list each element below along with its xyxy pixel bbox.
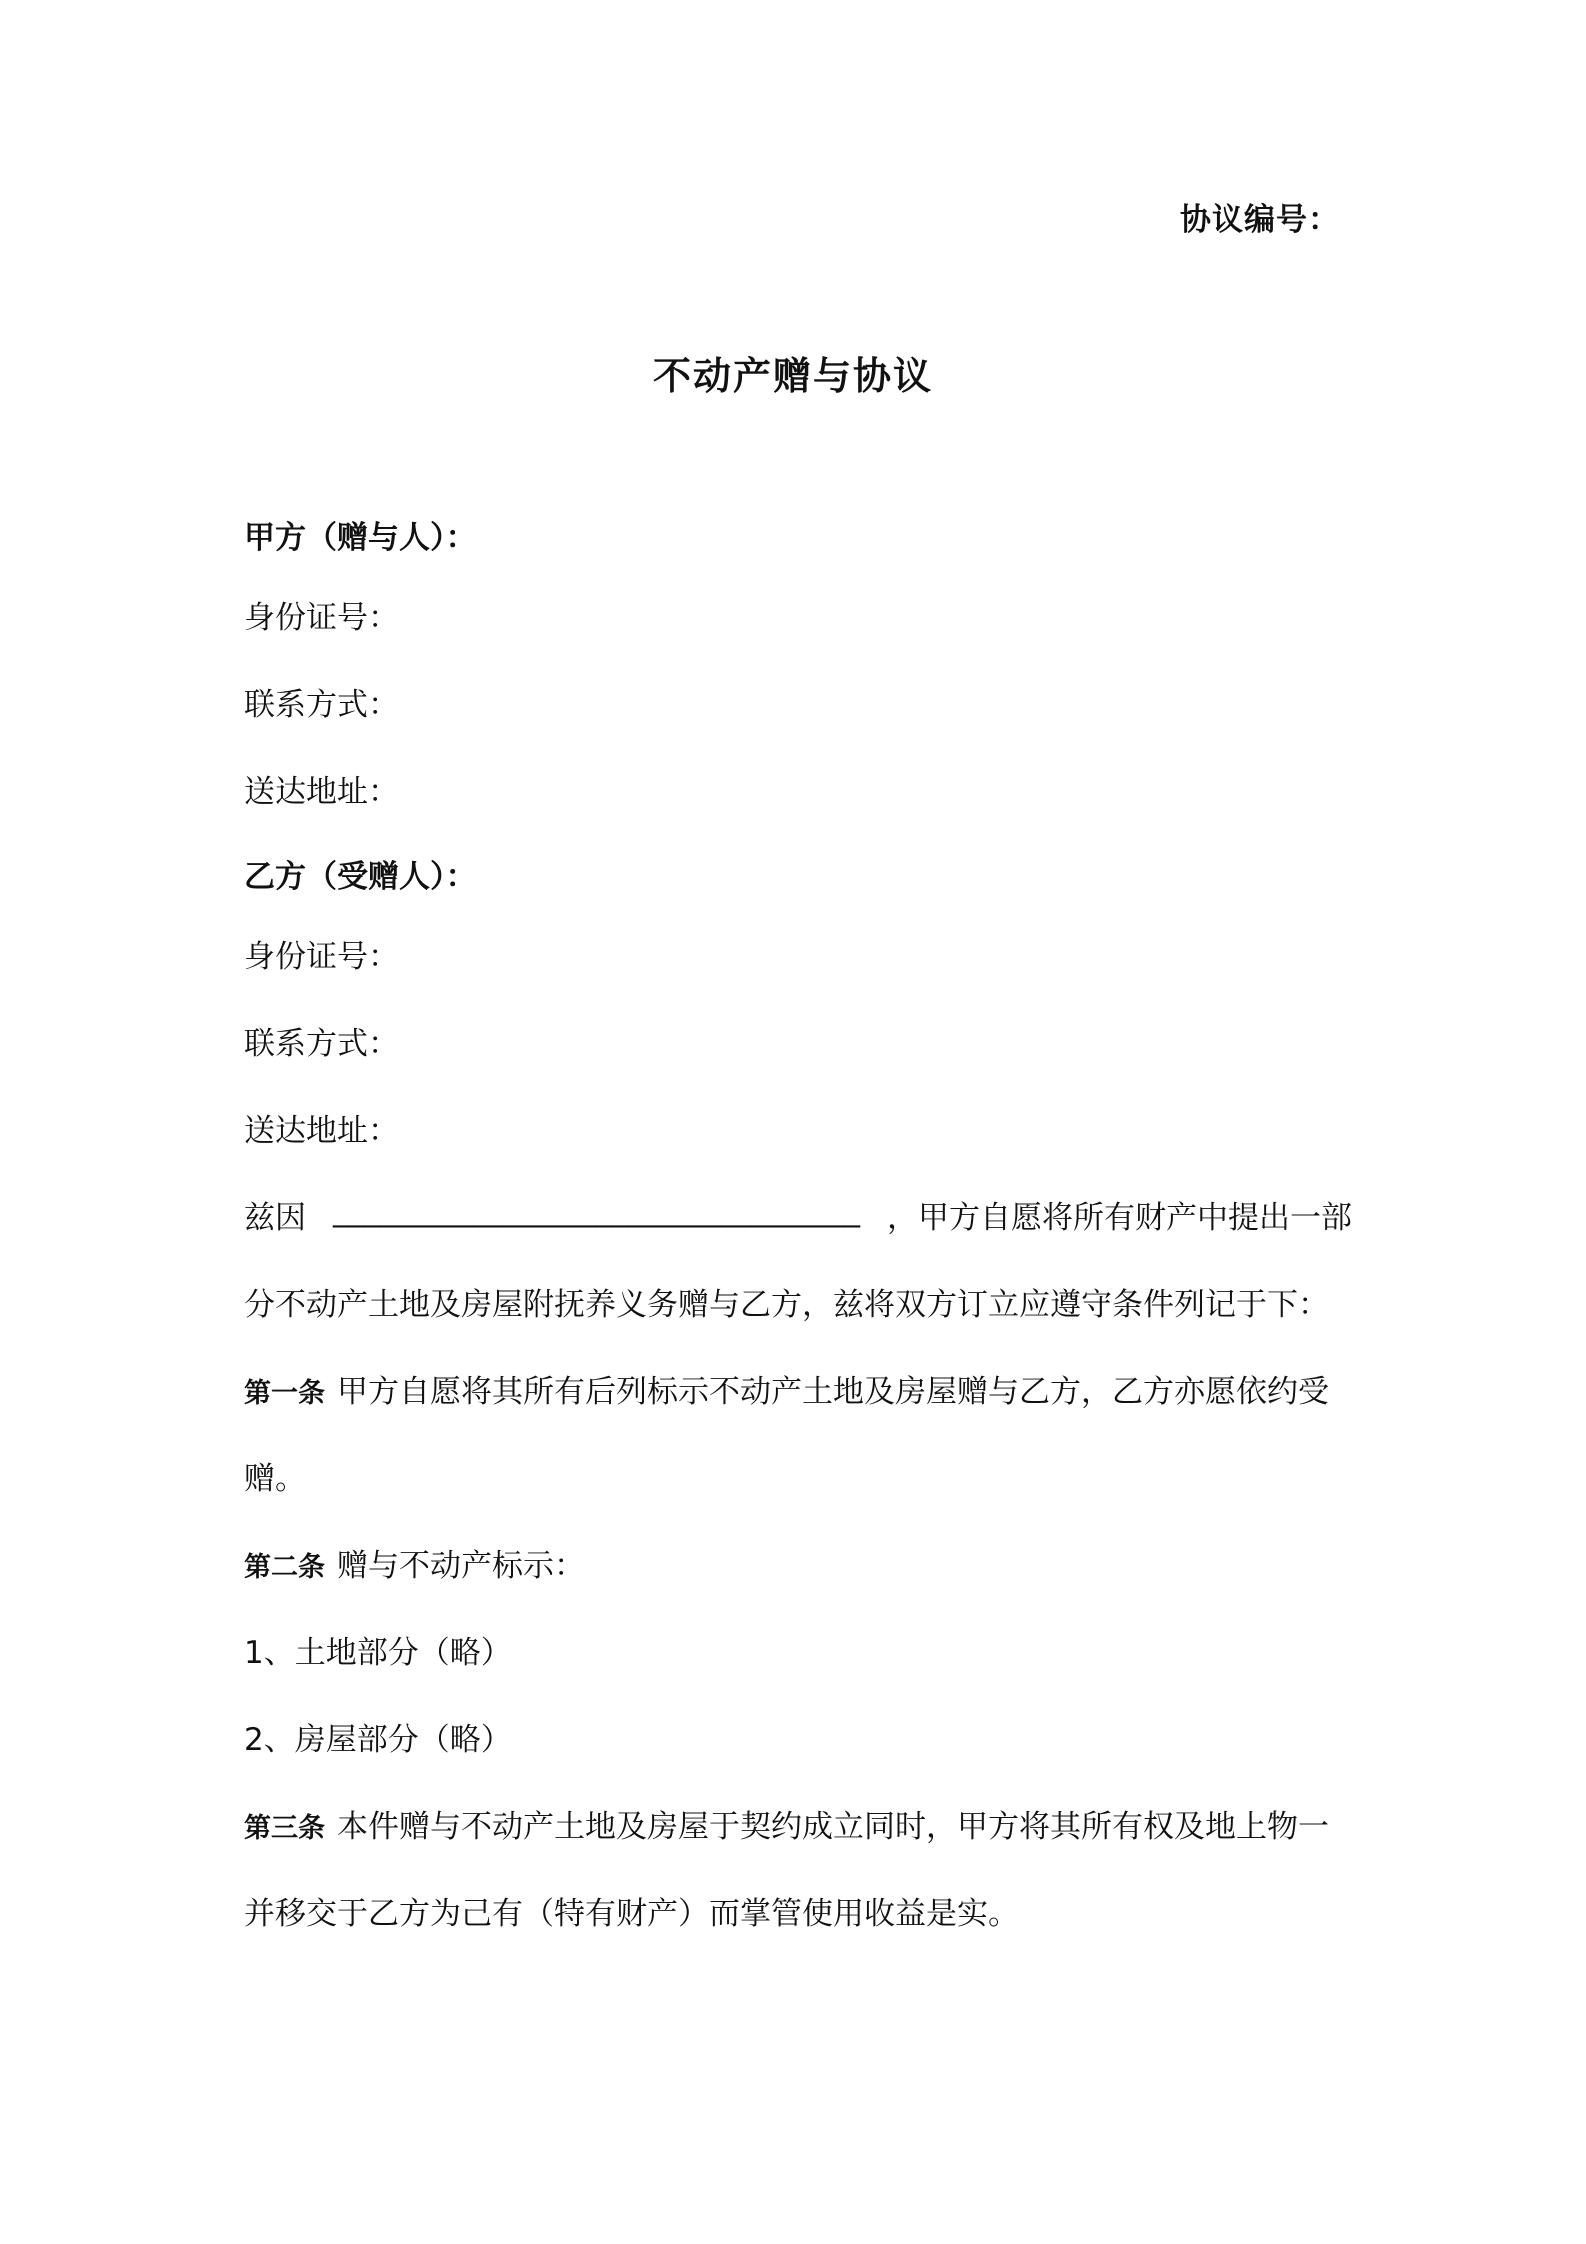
article-1 xyxy=(244,1366,1329,1411)
party-b-address-label: 送达地址： xyxy=(244,1113,399,1149)
article-2 xyxy=(244,1540,585,1585)
agreement-number-label: 协议编号： xyxy=(1180,202,1340,238)
party-a-id-label: 身份证号： xyxy=(244,600,399,636)
article-3-label: 第三条 xyxy=(244,1813,325,1844)
party-a-contact-label: 联系方式： xyxy=(244,687,399,723)
party-b-heading: 乙方（受赠人）： xyxy=(244,859,477,895)
article-2-label: 第二条 xyxy=(244,1552,325,1583)
preamble-start: 兹因 xyxy=(244,1200,306,1236)
preamble-blank: __________________________________ xyxy=(333,1192,860,1228)
article-1-continuation: 赠。 xyxy=(244,1461,306,1497)
article-3-text: 本件赠与不动产土地及房屋于契约成立同时，甲方将其所有权及地上物一 xyxy=(337,1809,1329,1845)
party-a-address-label: 送达地址： xyxy=(244,774,399,810)
article-1-text: 甲方自愿将其所有后列标示不动产土地及房屋赠与乙方，乙方亦愿依约受 xyxy=(337,1374,1329,1410)
article-2-text: 赠与不动产标示： xyxy=(337,1548,585,1584)
document-title: 不动产赠与协议 xyxy=(652,354,933,398)
article-1-label: 第一条 xyxy=(244,1378,325,1409)
party-b-contact-label: 联系方式： xyxy=(244,1026,399,1062)
preamble-line-1 xyxy=(244,1192,1352,1237)
article-2-item-1: 1、土地部分（略） xyxy=(244,1635,512,1671)
article-3 xyxy=(244,1801,1329,1846)
preamble-end: ，甲方自愿将所有财产中提出一部 xyxy=(887,1200,1352,1236)
preamble-line-2: 分不动产土地及房屋附抚养义务赠与乙方，兹将双方订立应遵守条件列记于下： xyxy=(244,1287,1329,1323)
article-3-continuation: 并移交于乙方为己有（特有财产）而掌管使用收益是实。 xyxy=(244,1896,1019,1932)
party-a-heading: 甲方（赠与人）： xyxy=(244,520,477,556)
party-b-id-label: 身份证号： xyxy=(244,939,399,975)
article-2-item-2: 2、房屋部分（略） xyxy=(244,1722,512,1758)
